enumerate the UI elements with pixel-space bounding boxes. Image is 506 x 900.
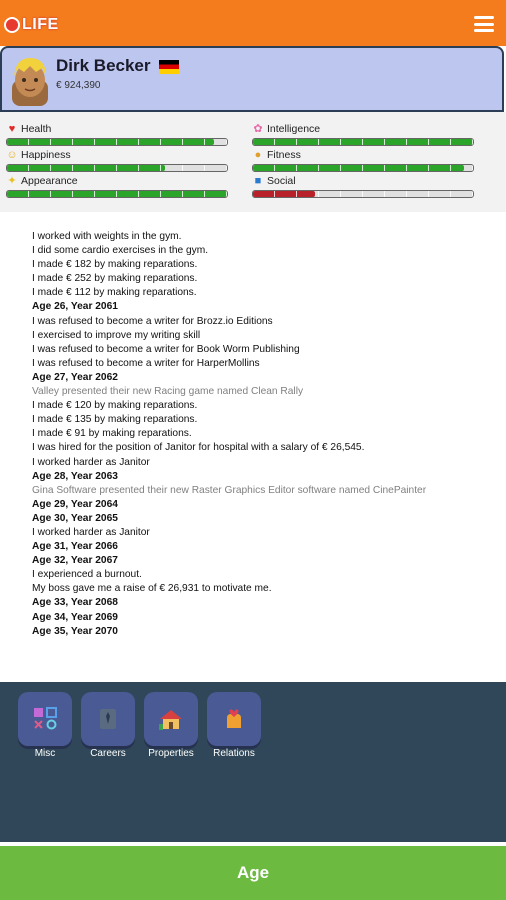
log-event-item: I made € 120 by making reparations. xyxy=(32,400,198,412)
relations-label: Relations xyxy=(213,748,255,759)
character-name xyxy=(56,56,179,76)
health-bar xyxy=(6,138,228,146)
properties-label: Properties xyxy=(148,748,194,759)
germany-flag-icon xyxy=(159,60,179,74)
event-log[interactable] xyxy=(32,230,472,639)
careers-button[interactable] xyxy=(81,692,135,746)
age-button-label: Age xyxy=(236,863,270,882)
log-event-item: I worked harder as Janitor xyxy=(32,456,150,468)
log-event-item: I exercised to improve my writing skill xyxy=(32,329,201,341)
age-button[interactable] xyxy=(0,846,506,900)
log-news-item: Gina Software presented their new Raster Graphics Editor software named CinePainter xyxy=(32,484,427,496)
log-age-heading: Age 33, Year 2068 xyxy=(32,597,118,609)
properties-button[interactable] xyxy=(144,692,198,746)
log-age-heading: Age 26, Year 2061 xyxy=(32,301,118,313)
stat-intelligence xyxy=(252,122,472,148)
stat-label: Intelligence xyxy=(267,123,321,135)
stat-happiness xyxy=(6,148,226,174)
misc-button[interactable] xyxy=(18,692,72,746)
log-age-heading: Age 35, Year 2070 xyxy=(32,625,118,637)
heart-hand-icon xyxy=(221,706,247,732)
smiley-icon: ☺ xyxy=(6,149,18,161)
relations-button[interactable] xyxy=(207,692,261,746)
log-age-heading: Age 31, Year 2066 xyxy=(32,541,118,553)
stats-panel xyxy=(0,112,506,212)
brain-icon: ✿ xyxy=(253,123,263,135)
happiness-bar xyxy=(6,164,228,172)
character-name-text: Dirk Becker xyxy=(56,56,151,75)
log-event-item: I worked with weights in the gym. xyxy=(32,231,182,242)
stat-label: Social xyxy=(267,175,296,187)
log-event-item: I was refused to become a writer for HarperMollins xyxy=(32,357,260,369)
muscle-icon: ● xyxy=(254,149,262,161)
log-age-heading: Age 34, Year 2069 xyxy=(32,611,118,623)
log-event-item: I made € 252 by making reparations. xyxy=(32,273,198,285)
log-age-heading: Age 32, Year 2067 xyxy=(32,555,118,567)
avatar xyxy=(8,54,52,106)
log-age-heading: Age 27, Year 2062 xyxy=(32,371,118,383)
careers-label: Careers xyxy=(90,748,126,759)
misc-icon xyxy=(32,706,58,732)
log-event-item: I made € 91 by making reparations. xyxy=(32,428,192,440)
log-news-item: Valley presented their new Racing game named Clean Rally xyxy=(32,386,304,398)
log-event-item: I was hired for the position of Janitor for hospital with a salary of € 26,545. xyxy=(32,442,365,454)
log-event-item: My boss gave me a raise of € 26,931 to motivate me. xyxy=(32,583,272,595)
log-event-item: I was refused to become a writer for Book Worm Publishing xyxy=(32,343,300,355)
intelligence-bar xyxy=(252,138,474,146)
log-event-item: I made € 112 by making reparations. xyxy=(32,287,197,299)
stat-appearance xyxy=(6,174,226,200)
appearance-bar xyxy=(6,190,228,198)
stat-label: Appearance xyxy=(21,175,78,187)
money-amount: € 924,390 xyxy=(56,80,101,91)
profile-card[interactable] xyxy=(0,46,504,112)
log-event-item: I made € 135 by making reparations. xyxy=(32,414,198,426)
stat-social xyxy=(252,174,472,200)
stat-label: Fitness xyxy=(267,149,301,161)
fitness-bar xyxy=(252,164,474,172)
log-age-heading: Age 28, Year 2063 xyxy=(32,470,118,482)
misc-label: Misc xyxy=(34,748,56,759)
stat-health xyxy=(6,122,226,148)
log-event-item: I was refused to become a writer for Brozz.io Editions xyxy=(32,315,273,327)
basketball-icon xyxy=(4,17,20,33)
log-event-item: I did some cardio exercises in the gym. xyxy=(32,245,209,257)
log-event-item: I made € 182 by making reparations. xyxy=(32,259,198,271)
sparkle-icon: ✦ xyxy=(7,175,17,187)
log-age-heading: Age 30, Year 2065 xyxy=(32,512,118,524)
app-logo xyxy=(4,14,59,36)
stat-label: Happiness xyxy=(21,149,71,161)
hamburger-menu-icon[interactable] xyxy=(474,16,494,32)
action-dock xyxy=(0,682,506,842)
heart-icon: ♥ xyxy=(8,123,16,135)
log-event-item: I experienced a burnout. xyxy=(32,569,142,581)
top-bar xyxy=(0,0,506,46)
chat-icon: ■ xyxy=(254,175,262,187)
stat-fitness xyxy=(252,148,472,174)
stat-label: Health xyxy=(21,123,52,135)
logo-text: LIFE xyxy=(22,16,59,33)
log-age-heading: Age 29, Year 2064 xyxy=(32,498,118,510)
social-bar xyxy=(252,190,474,198)
briefcase-icon xyxy=(95,706,121,732)
house-icon xyxy=(157,706,185,732)
log-event-item: I worked harder as Janitor xyxy=(32,526,150,538)
